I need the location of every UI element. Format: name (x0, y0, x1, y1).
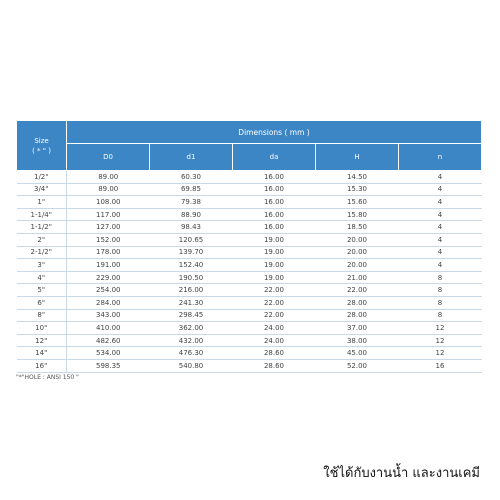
value-cell: 38.00 (316, 334, 399, 347)
value-cell: 16.00 (233, 183, 316, 196)
value-cell: 241.30 (150, 296, 233, 309)
value-cell: 476.30 (150, 347, 233, 360)
table-row (17, 322, 482, 335)
value-cell: 22.00 (233, 309, 316, 322)
size-cell: 5" (17, 284, 67, 297)
value-cell: 117.00 (67, 208, 150, 221)
value-cell: 16.00 (233, 196, 316, 209)
column-header-row (17, 144, 482, 171)
value-cell: 16.00 (233, 221, 316, 234)
usage-caption: ใช้ได้กับงานน้ำ และงานเคมี (323, 466, 480, 481)
column-header-d0: D0 (67, 144, 150, 171)
value-cell: 4 (399, 221, 482, 234)
size-cell: 1-1/2" (17, 221, 67, 234)
value-cell: 28.60 (233, 359, 316, 372)
value-cell: 127.00 (67, 221, 150, 234)
value-cell: 19.00 (233, 246, 316, 259)
size-cell: 1" (17, 196, 67, 209)
value-cell: 108.00 (67, 196, 150, 209)
table-row (17, 347, 482, 360)
value-cell: 28.00 (316, 296, 399, 309)
value-cell: 120.65 (150, 233, 233, 246)
size-cell: 16" (17, 359, 67, 372)
column-header-d1: d1 (150, 144, 233, 171)
size-cell: 3" (17, 259, 67, 272)
value-cell: 14.50 (316, 171, 399, 184)
value-cell: 4 (399, 233, 482, 246)
value-cell: 8 (399, 284, 482, 297)
table-row (17, 196, 482, 209)
value-cell: 229.00 (67, 271, 150, 284)
value-cell: 540.80 (150, 359, 233, 372)
size-cell: 3/4" (17, 183, 67, 196)
value-cell: 178.00 (67, 246, 150, 259)
value-cell: 16.00 (233, 208, 316, 221)
value-cell: 152.00 (67, 233, 150, 246)
value-cell: 60.30 (150, 171, 233, 184)
table-row (17, 334, 482, 347)
value-cell: 16 (399, 359, 482, 372)
value-cell: 8 (399, 271, 482, 284)
value-cell: 21.00 (316, 271, 399, 284)
value-cell: 298.45 (150, 309, 233, 322)
value-cell: 37.00 (316, 322, 399, 335)
size-cell: 1/2" (17, 171, 67, 184)
value-cell: 343.00 (67, 309, 150, 322)
value-cell: 24.00 (233, 322, 316, 335)
value-cell: 22.00 (316, 284, 399, 297)
value-cell: 362.00 (150, 322, 233, 335)
value-cell: 19.00 (233, 259, 316, 272)
size-cell: 10" (17, 322, 67, 335)
size-header (17, 121, 67, 171)
value-cell: 190.50 (150, 271, 233, 284)
table-row (17, 221, 482, 234)
value-cell: 8 (399, 296, 482, 309)
value-cell: 22.00 (233, 296, 316, 309)
value-cell: 139.70 (150, 246, 233, 259)
dimensions-table (16, 120, 482, 373)
size-header-label: Size (34, 136, 49, 145)
value-cell: 4 (399, 246, 482, 259)
size-cell: 2" (17, 233, 67, 246)
value-cell: 410.00 (67, 322, 150, 335)
value-cell: 20.00 (316, 259, 399, 272)
value-cell: 8 (399, 309, 482, 322)
value-cell: 12 (399, 334, 482, 347)
table-row (17, 284, 482, 297)
value-cell: 534.00 (67, 347, 150, 360)
table-row (17, 296, 482, 309)
value-cell: 69.85 (150, 183, 233, 196)
table-row (17, 359, 482, 372)
value-cell: 15.60 (316, 196, 399, 209)
table-row (17, 171, 482, 184)
value-cell: 4 (399, 196, 482, 209)
value-cell: 45.00 (316, 347, 399, 360)
table-row (17, 259, 482, 272)
table-row (17, 233, 482, 246)
size-cell: 2-1/2" (17, 246, 67, 259)
value-cell: 191.00 (67, 259, 150, 272)
size-cell: 8" (17, 309, 67, 322)
value-cell: 15.30 (316, 183, 399, 196)
value-cell: 22.00 (233, 284, 316, 297)
value-cell: 482.60 (67, 334, 150, 347)
size-cell: 4" (17, 271, 67, 284)
value-cell: 20.00 (316, 246, 399, 259)
value-cell: 20.00 (316, 233, 399, 246)
table-row (17, 271, 482, 284)
value-cell: 4 (399, 171, 482, 184)
value-cell: 4 (399, 183, 482, 196)
table-header (17, 121, 482, 171)
value-cell: 432.00 (150, 334, 233, 347)
value-cell: 98.43 (150, 221, 233, 234)
table-row (17, 208, 482, 221)
table-body (17, 171, 482, 373)
value-cell: 15.80 (316, 208, 399, 221)
value-cell: 4 (399, 259, 482, 272)
value-cell: 16.00 (233, 171, 316, 184)
size-cell: 12" (17, 334, 67, 347)
value-cell: 12 (399, 347, 482, 360)
value-cell: 216.00 (150, 284, 233, 297)
value-cell: 89.00 (67, 171, 150, 184)
value-cell: 4 (399, 208, 482, 221)
value-cell: 598.35 (67, 359, 150, 372)
column-header-da: da (233, 144, 316, 171)
value-cell: 152.40 (150, 259, 233, 272)
value-cell: 12 (399, 322, 482, 335)
value-cell: 79.38 (150, 196, 233, 209)
value-cell: 28.60 (233, 347, 316, 360)
size-cell: 14" (17, 347, 67, 360)
value-cell: 28.00 (316, 309, 399, 322)
column-header-n: n (399, 144, 482, 171)
size-cell: 6" (17, 296, 67, 309)
table-row (17, 246, 482, 259)
table-row (17, 309, 482, 322)
value-cell: 19.00 (233, 233, 316, 246)
footnote: "*"HOLE : ANSI 150 " (16, 374, 79, 381)
dimensions-header: Dimensions ( mm ) (67, 121, 482, 144)
value-cell: 52.00 (316, 359, 399, 372)
column-header-h: H (316, 144, 399, 171)
value-cell: 24.00 (233, 334, 316, 347)
size-cell: 1-1/4" (17, 208, 67, 221)
value-cell: 19.00 (233, 271, 316, 284)
value-cell: 18.50 (316, 221, 399, 234)
value-cell: 89.00 (67, 183, 150, 196)
value-cell: 284.00 (67, 296, 150, 309)
size-header-unit: ( * " ) (32, 146, 51, 155)
value-cell: 254.00 (67, 284, 150, 297)
table-row (17, 183, 482, 196)
value-cell: 88.90 (150, 208, 233, 221)
